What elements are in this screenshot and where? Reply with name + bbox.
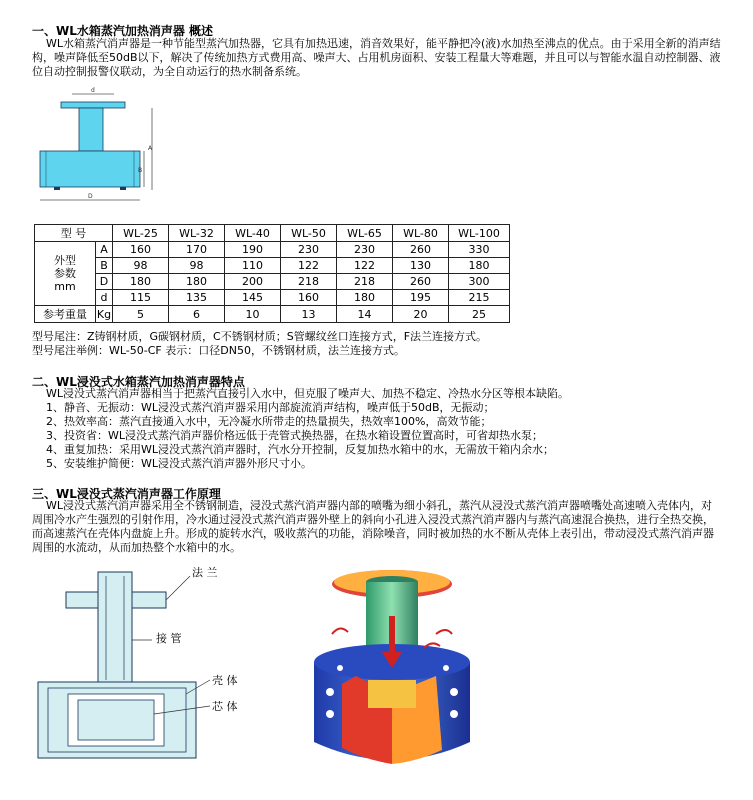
spec-table xyxy=(34,224,510,323)
feature-item: 4、重复加热：采用WL浸没式蒸汽消声器时，汽水分开控制，反复加热水箱中的水，无需放干箱内余水； xyxy=(46,443,555,456)
feature-item: 1、静音、无振动：WL浸没式蒸汽消声器采用内部旋流消声结构，噪声低于50dB，无振动； xyxy=(46,401,495,414)
table-cell: 180 xyxy=(449,258,510,274)
label-flange: 法 兰 xyxy=(192,566,218,579)
table-cell: B xyxy=(96,258,113,274)
table-cell: 6 xyxy=(169,306,225,323)
table-cell: 14 xyxy=(337,306,393,323)
table-header-cell: WL-100 xyxy=(449,225,510,242)
table-cell: 122 xyxy=(281,258,337,274)
section1-paragraph: WL水箱蒸汽消声器是一种节能型蒸汽加热器，它具有加热迅速，消音效果好，能平静把冷(液)水加热至沸点的优点。由于采用全新的消声结构，噪声降低至50dB以下，解决了传统加热方式费用高、噪声大、占用机房面积、安装工程量大等难题，并且可以与智能水温自动控制器、液位自动控制报警仪联动，为全自动运行的热水制备系统。 xyxy=(32,37,721,78)
table-cell: 180 xyxy=(337,290,393,306)
table-cell: 98 xyxy=(169,258,225,274)
table-cell: 260 xyxy=(393,242,449,258)
table-header-cell: WL-80 xyxy=(393,225,449,242)
section3-paragraph: WL浸没式蒸汽消声器采用全不锈钢制造，浸没式蒸汽消声器内部的喷嘴为细小斜孔，蒸汽从浸没式蒸汽消声器喷嘴处高速喷入壳体内，对周围冷水产生强烈的引射作用，冷水通过浸没式蒸汽消声器外壁上的斜向小孔进入浸没式蒸汽消声器内与蒸汽高速混合换热，进行全热交换，而高速蒸汽在壳体内盘旋上升。形成的旋转水汽，吸收蒸汽的功能，消除噪音，同时被加热的水不断从壳体上表引出，带动浸没式蒸汽消声器周围的水流动，从而加热整个水箱中的水。 xyxy=(32,499,714,554)
table-cell: 160 xyxy=(281,290,337,306)
dim-label-a: A xyxy=(148,145,153,152)
table-cell: 145 xyxy=(225,290,281,306)
feature-item: 3、投资省：WL浸没式蒸汽消声器价格远低于壳管式换热器，在热水箱设置位置高时，可省却热水泵； xyxy=(46,429,544,442)
table-cell: 230 xyxy=(337,242,393,258)
dimension-label-cell: 外型 参数 mm xyxy=(35,242,96,306)
section2-heading: 二、WL浸没式水箱蒸汽加热消声器特点 xyxy=(32,375,245,389)
table-header-cell: 型 号 xyxy=(35,225,113,242)
table-cell: 200 xyxy=(225,274,281,290)
feature-item: 5、安装维护简便：WL浸没式蒸汽消声器外形尺寸小。 xyxy=(46,457,313,470)
dim-label-D: D xyxy=(88,193,93,200)
model-example-note: 型号尾注举例：WL-50-CF 表示：口径DN50，不锈钢材质，法兰连接方式。 xyxy=(32,344,405,357)
table-cell: A xyxy=(96,242,113,258)
table-cell: 98 xyxy=(113,258,169,274)
table-cell: 115 xyxy=(113,290,169,306)
cross-section-diagram xyxy=(30,562,280,772)
table-cell: 180 xyxy=(169,274,225,290)
table-cell: 218 xyxy=(337,274,393,290)
table-row xyxy=(35,290,510,306)
table-cell: 110 xyxy=(225,258,281,274)
table-cell: 122 xyxy=(337,258,393,274)
table-cell: 13 xyxy=(281,306,337,323)
section1-heading: 一、WL水箱蒸汽加热消声器 概述 xyxy=(32,24,214,38)
weight-unit-cell: Kg xyxy=(96,307,112,321)
label-shell: 壳 体 xyxy=(212,674,238,687)
table-header-cell: WL-40 xyxy=(225,225,281,242)
table-cell: 218 xyxy=(281,274,337,290)
table-cell: 5 xyxy=(113,306,169,323)
table-cell: 260 xyxy=(393,274,449,290)
table-cell: 130 xyxy=(393,258,449,274)
table-cell: 170 xyxy=(169,242,225,258)
table-cell: 230 xyxy=(281,242,337,258)
table-header-cell: WL-65 xyxy=(337,225,393,242)
dim-label-b: B xyxy=(138,167,143,174)
table-cell: D xyxy=(96,274,113,290)
table-cell: 25 xyxy=(449,306,510,323)
table-header-row xyxy=(35,225,510,242)
model-suffix-note: 型号尾注：Z铸钢材质，G碳钢材质，C不锈钢材质；S管螺纹丝口连接方式，F法兰连接方式。 xyxy=(32,330,488,343)
section2-intro: WL浸没式蒸汽消声器相当于把蒸汽直接引入水中，但克服了噪声大、加热不稳定、冷热水分区等根本缺陷。 xyxy=(46,387,570,400)
table-cell: 20 xyxy=(393,306,449,323)
dimension-diagram xyxy=(36,86,166,210)
dim-label-d: d xyxy=(91,87,95,94)
table-header-cell: WL-50 xyxy=(281,225,337,242)
table-header-cell: WL-32 xyxy=(169,225,225,242)
table-row xyxy=(35,258,510,274)
table-header-cell: WL-25 xyxy=(113,225,169,242)
table-cell: 10 xyxy=(225,306,281,323)
cutaway-illustration xyxy=(296,564,486,778)
weight-label-cell: 参考重量 xyxy=(35,306,96,323)
table-row xyxy=(35,306,510,323)
table-cell: 135 xyxy=(169,290,225,306)
table-cell: 215 xyxy=(449,290,510,306)
table-cell: 195 xyxy=(393,290,449,306)
label-core: 芯 体 xyxy=(212,700,238,713)
table-cell: 180 xyxy=(113,274,169,290)
section3-heading: 三、WL浸没式蒸汽消声器工作原理 xyxy=(32,487,221,501)
table-row xyxy=(35,242,510,258)
table-cell: 160 xyxy=(113,242,169,258)
table-cell: 300 xyxy=(449,274,510,290)
label-pipe: 接 管 xyxy=(156,632,182,645)
table-cell: d xyxy=(96,290,113,306)
feature-item: 2、热效率高：蒸汽直接通入水中，无冷凝水所带走的热量损失，热效率100%，高效节能； xyxy=(46,415,492,428)
table-cell: 330 xyxy=(449,242,510,258)
table-cell: 190 xyxy=(225,242,281,258)
table-row xyxy=(35,274,510,290)
